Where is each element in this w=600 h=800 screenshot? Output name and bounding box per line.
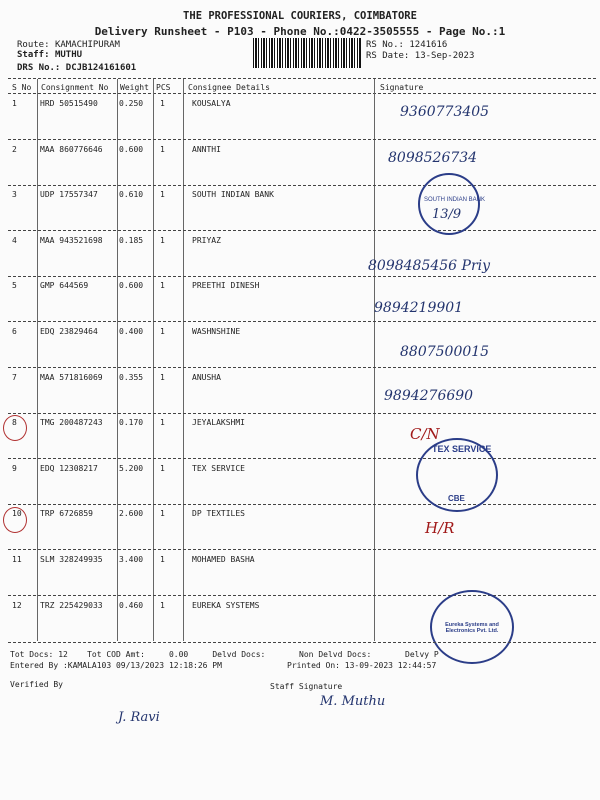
row-weight: 2.600 [119,509,144,518]
row-consignee: SOUTH INDIAN BANK [192,190,274,199]
rs-no-value: 1241616 [409,40,448,50]
rs-date-value: 13-Sep-2023 [414,51,475,61]
row-consignment-no: TRZ 225429033 [40,601,103,610]
drs-value: DCJB124161601 [65,63,137,73]
printed-on: Printed On: 13-09-2023 12:44:57 [287,661,437,670]
row-consignment-no: MAA 571816069 [40,373,103,382]
row-pcs: 1 [160,464,165,473]
row-pcs: 1 [160,327,165,336]
row-consignee: PREETHI DINESH [192,281,260,290]
handwritten-signature: 9894219901 [374,300,464,316]
runsheet-title: Delivery Runsheet - P103 - Phone No.:0422-3505555 - Page No.:1 [94,25,506,38]
tex-service-stamp: TEX SERVICE CBE [416,438,498,512]
row-pcs: 1 [160,236,165,245]
staff-value: MUTHU [54,50,83,60]
column-rule [153,79,154,641]
row-divider [8,367,596,368]
staff-label: Staff: [17,50,50,60]
row-sno: 7 [12,373,17,382]
eureka-stamp: Eureka Systems and Electronics Pvt. Ltd. [430,590,514,664]
column-rule [374,79,375,641]
delvy-pct-label: Delvy P [405,650,439,659]
route-label: Route: [17,40,50,50]
row-pcs: 1 [160,418,165,427]
bank-stamp: SOUTH INDIAN BANK [418,173,480,235]
row-consignment-no: SLM 328249935 [40,555,103,564]
divider [8,93,596,94]
drs-label: DRS No.: [17,63,61,73]
red-circle-mark [3,507,27,533]
row-sno: 4 [12,236,17,245]
row-consignee: TEX SERVICE [192,464,245,473]
col-sno: S No [12,83,32,92]
row-pcs: 1 [160,190,165,199]
col-consignee: Consignee Details [188,83,270,92]
row-weight: 0.460 [119,601,144,610]
handwritten-signature: 13/9 [432,207,462,222]
row-divider [8,139,596,140]
row-consignment-no: TRP 6726859 [40,509,93,518]
row-sno: 5 [12,281,17,290]
handwritten-note: H/R [425,519,455,537]
drs-line [17,63,136,73]
row-consignee: ANNTHI [192,145,221,154]
handwritten-signature: 9360773405 [400,104,490,120]
handwritten-signature: 8807500015 [400,344,490,360]
row-consignee: DP TEXTILES [192,509,245,518]
rs-date-label: RS Date: [366,51,410,61]
column-rule [117,79,118,641]
row-pcs: 1 [160,145,165,154]
row-consignee: KOUSALYA [192,99,231,108]
row-consignee: PRIYAZ [192,236,221,245]
row-sno: 8 [12,418,17,427]
handwritten-signature: 8098485456 Priy [368,258,491,274]
route-value: KAMACHIPURAM [54,40,120,50]
row-divider [8,276,596,277]
row-divider [8,321,596,322]
row-pcs: 1 [160,509,165,518]
tot-cod-label: Tot COD Amt: [87,650,145,659]
company-name: THE PROFESSIONAL COURIERS, COIMBATORE [183,10,417,22]
row-divider [8,595,596,596]
row-consignment-no: EDQ 12308217 [40,464,98,473]
row-consignment-no: MAA 943521698 [40,236,103,245]
row-consignment-no: UDP 17557347 [40,190,98,199]
row-divider [8,230,596,231]
non-delvd-label: Non Delvd Docs: [299,650,372,659]
row-consignment-no: HRD 50515490 [40,99,98,108]
staff-signature-label: Staff Signature [270,682,343,691]
row-consignee: ANUSHA [192,373,221,382]
row-sno: 2 [12,145,17,154]
col-signature: Signature [380,83,424,92]
row-divider [8,549,596,550]
column-rule [183,79,184,641]
row-divider [8,458,596,459]
row-sno: 11 [12,555,22,564]
rs-date-line [366,51,474,61]
col-weight: Weight [120,83,149,92]
row-sno: 10 [12,509,22,518]
row-consignment-no: TMG 200487243 [40,418,103,427]
row-consignment-no: EDQ 23829464 [40,327,98,336]
row-pcs: 1 [160,281,165,290]
row-weight: 0.610 [119,190,144,199]
divider [8,78,596,79]
row-weight: 0.355 [119,373,144,382]
handwritten-signature: 8098526734 [388,150,478,166]
row-divider [8,185,596,186]
barcode [253,38,361,68]
tot-docs-label: Tot Docs: [10,650,54,659]
divider [8,642,596,643]
row-consignee: MOHAMED BASHA [192,555,255,564]
row-pcs: 1 [160,555,165,564]
route-line [17,40,120,50]
handwritten-signature: 9894276690 [384,388,474,404]
row-divider [8,504,596,505]
row-sno: 6 [12,327,17,336]
row-sno: 12 [12,601,22,610]
row-sno: 1 [12,99,17,108]
entered-by: Entered By :KAMALA103 09/13/2023 12:18:26 PM [10,661,222,670]
row-sno: 9 [12,464,17,473]
row-divider [8,413,596,414]
totals-line [10,650,439,659]
row-sno: 3 [12,190,17,199]
row-weight: 0.185 [119,236,144,245]
row-pcs: 1 [160,373,165,382]
row-consignee: EUREKA SYSTEMS [192,601,260,610]
staff-line [17,50,82,60]
col-pcs: PCS [156,83,171,92]
verifier-signature: J. Ravi [118,710,160,725]
row-weight: 0.170 [119,418,144,427]
row-weight: 0.400 [119,327,144,336]
red-circle-mark [3,415,27,441]
row-pcs: 1 [160,99,165,108]
row-pcs: 1 [160,601,165,610]
verified-by-label: Verified By [10,680,63,689]
row-consignment-no: GMP 644569 [40,281,89,290]
row-weight: 3.400 [119,555,144,564]
row-weight: 0.600 [119,281,144,290]
row-consignment-no: MAA 860776646 [40,145,103,154]
row-consignee: JEYALAKSHMI [192,418,245,427]
staff-signature: M. Muthu [320,694,386,709]
handwritten-note: C/N [410,425,440,443]
delvd-label: Delvd Docs: [212,650,266,659]
col-consignment: Consignment No [41,83,109,92]
rs-no-line [366,40,447,50]
rs-no-label: RS No.: [366,40,404,50]
tot-cod-value: 0.00 [168,650,189,659]
column-rule [37,79,38,641]
row-consignee: WASHNSHINE [192,327,241,336]
tot-docs-value: 12 [58,650,68,659]
row-weight: 5.200 [119,464,144,473]
row-weight: 0.600 [119,145,144,154]
row-weight: 0.250 [119,99,144,108]
